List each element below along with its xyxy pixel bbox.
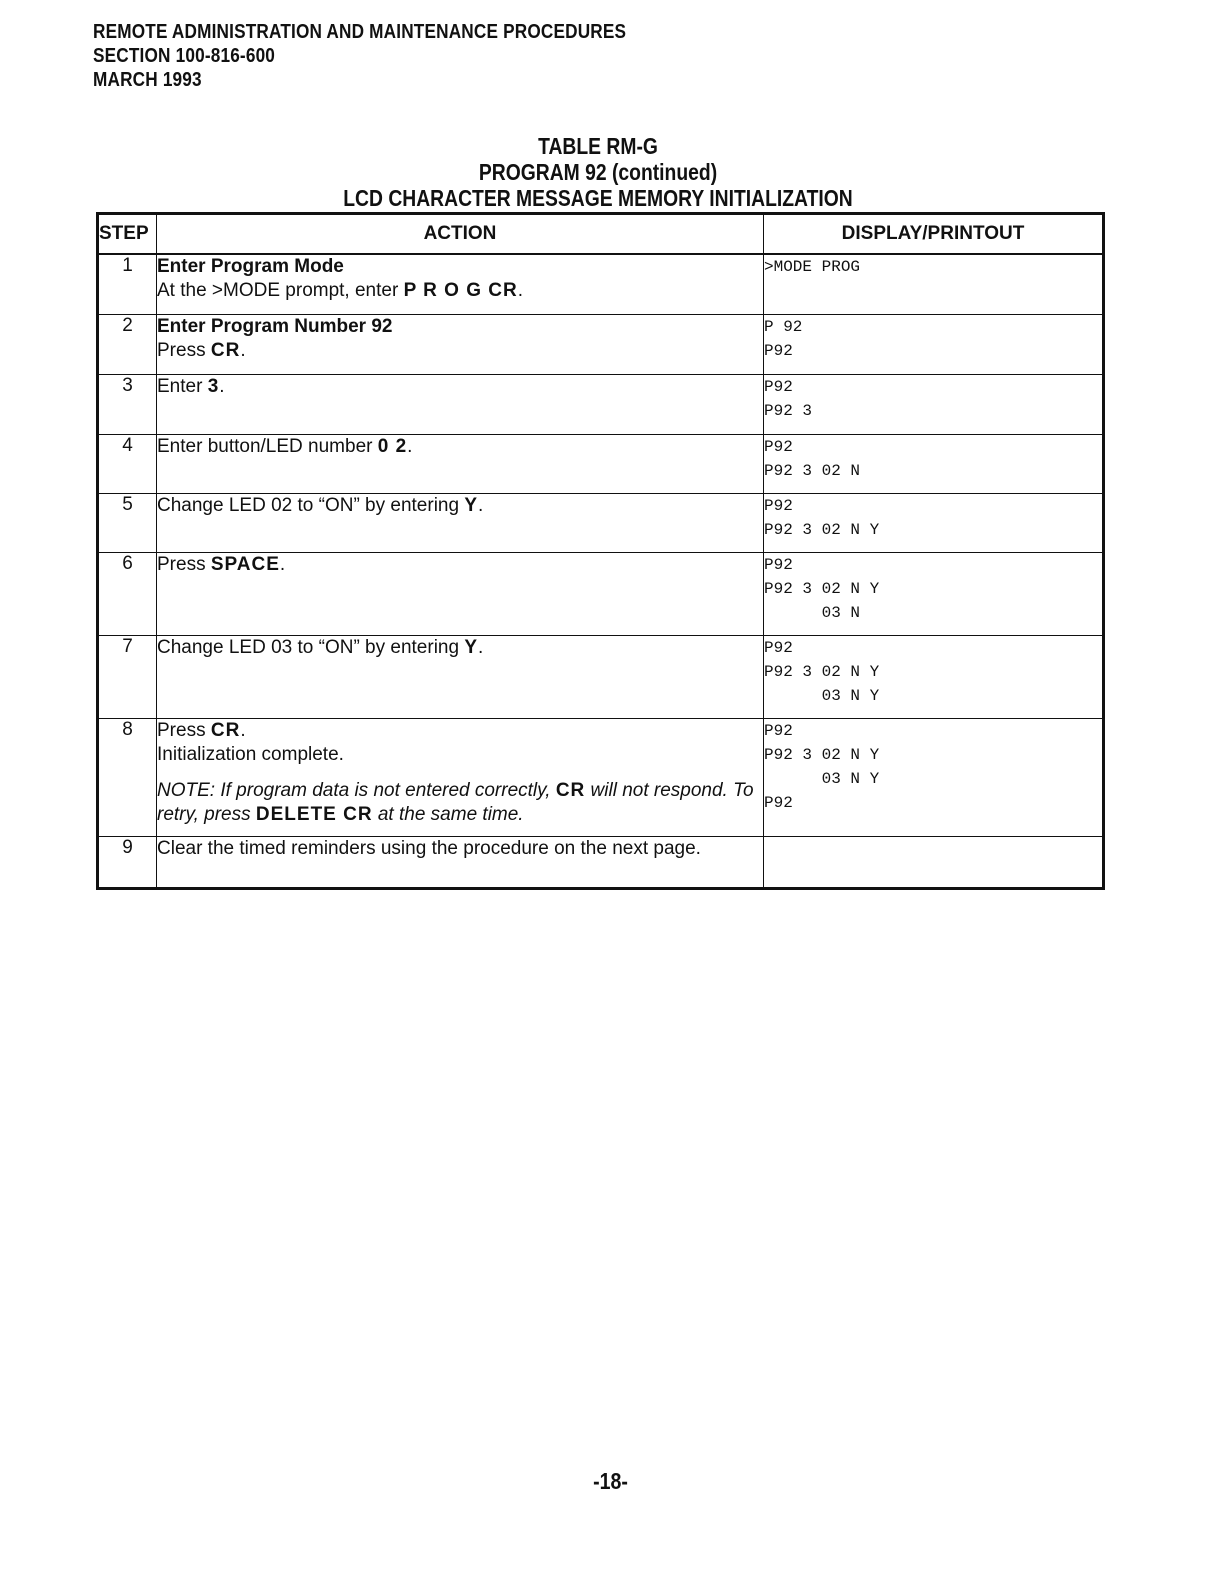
step-action	[157, 434, 764, 493]
instruction-suffix: .	[240, 339, 246, 361]
page-number-text: -18-	[593, 1468, 628, 1494]
step-action	[157, 718, 764, 836]
table-row	[98, 314, 1104, 374]
table-row	[98, 836, 1104, 888]
display-output: P92 P92 3 02 N Y 03 N	[764, 552, 1104, 635]
key-sequence: SPACE	[210, 553, 280, 575]
column-header-display: DISPLAY/PRINTOUT	[764, 214, 1104, 255]
display-output: P92 P92 3 02 N Y 03 N Y P92	[764, 718, 1104, 836]
table-row	[98, 635, 1104, 718]
step-instruction	[157, 494, 763, 518]
instruction-text: Change LED 03 to “ON” by entering	[157, 636, 465, 658]
key-sequence: Y	[464, 636, 479, 658]
header-section: SECTION 100-816-600	[93, 45, 276, 67]
key-sequence: CR	[210, 339, 241, 361]
table-id: TABLE RM-G	[538, 133, 658, 159]
step-number: 9	[98, 836, 157, 888]
table-row	[98, 374, 1104, 434]
header-title: REMOTE ADMINISTRATION AND MAINTENANCE PROCEDURES	[93, 21, 627, 43]
table-subject: LCD CHARACTER MESSAGE MEMORY INITIALIZATION	[343, 185, 853, 211]
step-number: 4	[98, 434, 157, 493]
display-output: P 92 P92	[764, 314, 1104, 374]
instruction-text: Enter button/LED number	[157, 435, 378, 457]
step-number: 6	[98, 552, 157, 635]
step-action	[157, 254, 764, 314]
table-row	[98, 254, 1104, 314]
display-output: P92 P92 3 02 N Y 03 N Y	[764, 635, 1104, 718]
step-action	[157, 493, 764, 552]
step-instruction	[157, 339, 763, 363]
table-row	[98, 493, 1104, 552]
display-output: P92 P92 3 02 N Y	[764, 493, 1104, 552]
step-number: 5	[98, 493, 157, 552]
note-text: NOTE: If program data is not entered correctly,	[157, 779, 556, 801]
step-instruction	[157, 279, 763, 303]
instruction-text: Press	[157, 719, 211, 741]
step-number: 7	[98, 635, 157, 718]
instruction-text: Change LED 02 to “ON” by entering	[157, 494, 465, 516]
column-header-action: ACTION	[157, 214, 764, 255]
step-action	[157, 836, 764, 888]
note-key: DELETE CR	[255, 803, 373, 825]
key-sequence: P R O G CR	[403, 280, 518, 301]
table-header-row	[98, 214, 1104, 255]
step-note	[157, 779, 763, 827]
key-sequence: Y	[464, 494, 479, 516]
step-instruction	[157, 435, 763, 459]
step-number: 8	[98, 718, 157, 836]
instruction-text: Press	[157, 339, 211, 361]
note-text: at the same time.	[372, 803, 524, 825]
step-result: Initialization complete.	[157, 743, 344, 765]
instruction-text: At the >MODE prompt, enter	[157, 280, 404, 301]
key-sequence: 3	[207, 375, 220, 397]
note-key: CR	[555, 779, 586, 801]
table-row	[98, 434, 1104, 493]
display-output: P92 P92 3 02 N	[764, 434, 1104, 493]
step-number: 3	[98, 374, 157, 434]
step-action	[157, 314, 764, 374]
note-text: will not respond. To retry, press	[157, 779, 754, 825]
step-instruction	[157, 636, 763, 660]
key-sequence: CR	[210, 719, 241, 741]
instruction-suffix: .	[219, 375, 225, 397]
header-date: MARCH 1993	[93, 69, 202, 91]
table-row	[98, 552, 1104, 635]
step-action	[157, 374, 764, 434]
table-row	[98, 718, 1104, 836]
step-instruction: Clear the timed reminders using the procedure on the next page.	[157, 837, 701, 859]
step-instruction	[157, 375, 763, 399]
table-program: PROGRAM 92 (continued)	[478, 159, 718, 185]
step-number: 2	[98, 314, 157, 374]
document-header	[93, 20, 626, 92]
instruction-suffix: .	[478, 636, 484, 658]
table-title	[96, 133, 1100, 211]
step-action	[157, 552, 764, 635]
procedure-table	[96, 212, 1105, 890]
instruction-suffix: .	[478, 494, 484, 516]
instruction-suffix: .	[517, 280, 524, 301]
key-sequence: 0 2	[377, 435, 408, 457]
step-instruction	[157, 719, 763, 743]
step-title: Enter Program Number 92	[157, 315, 393, 337]
display-output: >MODE PROG	[764, 254, 1104, 314]
step-action	[157, 635, 764, 718]
display-output: P92 P92 3	[764, 374, 1104, 434]
column-header-step: STEP	[98, 214, 157, 255]
step-number: 1	[98, 254, 157, 314]
step-instruction	[157, 553, 763, 577]
instruction-suffix: .	[407, 435, 413, 457]
instruction-text: Enter	[157, 375, 208, 397]
page-number	[0, 1468, 1221, 1495]
display-output	[764, 836, 1104, 888]
instruction-text: Press	[157, 553, 211, 575]
step-title: Enter Program Mode	[157, 256, 344, 277]
instruction-suffix: .	[279, 553, 286, 575]
instruction-suffix: .	[240, 719, 246, 741]
